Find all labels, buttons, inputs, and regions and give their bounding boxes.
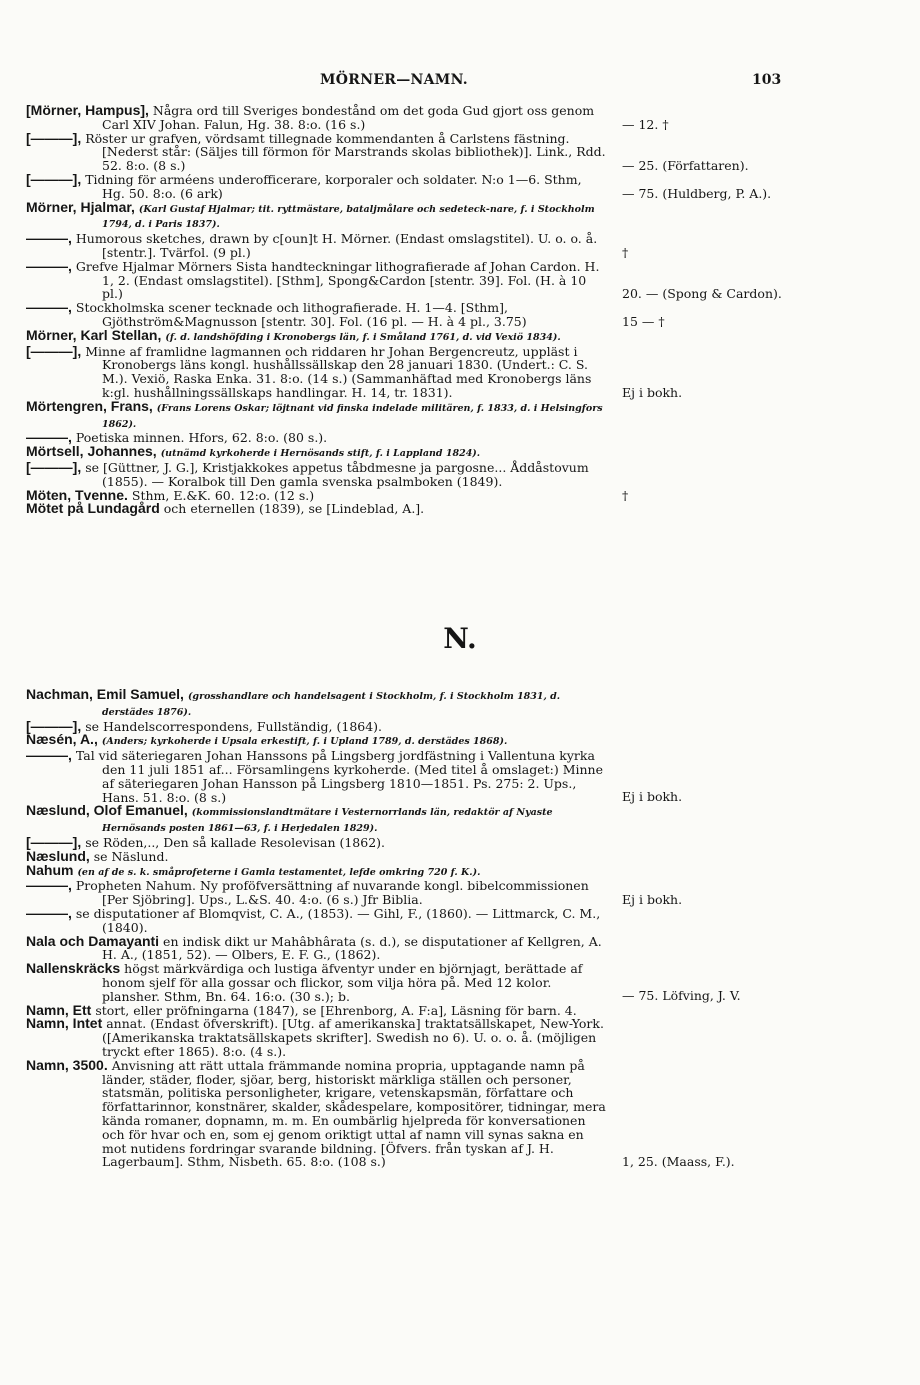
catalog-entry bbox=[26, 877, 683, 908]
entry-text: Tal vid säteriegaren Johan Hanssons på Lingsberg jordfästning i Vallentuna kyrka den 11 juli 1851 af... Församlingens kyrkoherde. (Med titel å omslaget:) Minne af säteriegaren Johan Hansson på Lingsberg 1810—1851. Ps. 275: 2. Ups., Hans. 51. 8:o. (8 s.) bbox=[75, 748, 603, 805]
entry-heading: Mörner, Karl Stellan, bbox=[26, 326, 162, 343]
entry-price-publisher: 1, 25. (Maass, F.). bbox=[622, 1153, 735, 1169]
catalog-entry bbox=[26, 932, 606, 963]
catalog-entry bbox=[26, 717, 606, 734]
entry-text: Sthm, E.&K. 60. 12:o. (12 s.) bbox=[131, 487, 315, 503]
entry-heading: Nallenskräcks bbox=[26, 960, 121, 977]
entry-heading: Nahum bbox=[26, 861, 74, 878]
entry-biography: (Frans Lorens Oskar; löjtnant vid finska indelade militären, f. 1833, d. i Helsingfors 1862). bbox=[102, 402, 603, 430]
entry-biography: (f. d. landshöfding i Kronobergs län, f. i Småland 1761, d. vid Vexiö 1834). bbox=[165, 331, 561, 343]
entry-price-publisher: 15 — † bbox=[622, 314, 665, 330]
catalog-entry bbox=[26, 257, 782, 302]
catalog-entry bbox=[26, 1056, 735, 1170]
catalog-entry bbox=[26, 129, 749, 174]
entry-price-publisher: Ej i bokh. bbox=[622, 384, 683, 400]
entry-heading: [———], bbox=[26, 342, 82, 359]
catalog-entry bbox=[26, 326, 606, 345]
entry-text: annat. (Endast öfverskrift). [Utg. af amerikanska] traktatsällskapet, New-York. ([Amerikanska traktatsällskapets skrifter]. Swedish no 6). U. o. o. å. (möjligen tryckt efter 1865). 8:o. (4 s.). bbox=[102, 1016, 604, 1059]
entry-heading: [———], bbox=[26, 129, 82, 146]
entries-block-n bbox=[26, 686, 741, 1170]
entry-heading: [———], bbox=[26, 458, 82, 475]
entry-heading: Namn, Ett bbox=[26, 1001, 92, 1018]
entry-price-publisher: — 75. (Huldberg, P. A.). bbox=[622, 185, 772, 201]
entry-heading: Nala och Damayanti bbox=[26, 932, 160, 949]
catalog-entry bbox=[26, 502, 606, 516]
catalog-entry bbox=[26, 102, 669, 132]
entry-heading: Namn, Intet bbox=[26, 1015, 103, 1032]
running-title: MÖRNER—NAMN. bbox=[320, 72, 468, 88]
entry-biography: (grosshandlare och handelsagent i Stockholm, f. i Stockholm 1831, d. derstädes 1876). bbox=[102, 691, 561, 718]
entry-text: Röster ur grafven, vördsamt tillegnade kommendanten å Carlstens fästning. [Nederst står: (Säljes till förmon för Marstrands skolas bibliothek)]. Link., Rdd. 52. 8:o. (8 s.) bbox=[85, 130, 606, 174]
entry-price-publisher: — 25. (Författaren). bbox=[622, 157, 749, 173]
entry-heading: Mörtsell, Johannes, bbox=[26, 443, 157, 460]
entry-heading: [———], bbox=[26, 833, 82, 850]
catalog-entry bbox=[26, 299, 665, 330]
entry-heading: ———, bbox=[26, 299, 72, 316]
entry-heading: ———, bbox=[26, 904, 72, 921]
entry-heading: Næslund, Olof Emanuel, bbox=[26, 802, 188, 819]
entry-heading: [Mörner, Hampus], bbox=[26, 102, 149, 118]
section-letter-heading: N. bbox=[443, 622, 477, 655]
entry-text: se Handelscorrespondens, Fullständig, (1864). bbox=[85, 718, 383, 734]
entry-biography: (Anders; kyrkoherde i Upsala erkestift, f. i Upland 1789, d. derstädes 1868). bbox=[101, 736, 508, 748]
entry-text: och eternellen (1839), se [Lindeblad, A.]. bbox=[163, 501, 425, 517]
entry-text: se [Güttner, J. G.], Kristjakkokes appetus tåbdmesne ja pargosne... Åddåstovum (1855). — Koralbok till Den gamla svenska psalmboken (1849). bbox=[85, 459, 589, 489]
catalog-entry bbox=[26, 1017, 606, 1058]
entry-heading: ———, bbox=[26, 257, 72, 274]
entry-biography: (en af de s. k. småprofeterne i Gamla testamentet, lefde omkring 720 f. K.). bbox=[77, 866, 481, 878]
entry-text: Propheten Nahum. Ny proföfversättning af nuvarande kongl. bibelcommissionen [Per Sjöbring]. Ups., L.&S. 40. 4:o. (6 s.) Jfr Biblia. bbox=[75, 878, 589, 908]
catalog-entry bbox=[26, 960, 741, 1004]
entry-heading: ———, bbox=[26, 877, 72, 894]
entry-heading: Mörner, Hjalmar, bbox=[26, 198, 135, 215]
entry-biography: (Karl Gustaf Hjalmar; tit. ryttmästare, bataljmålare och sedeteck-nare, f. i Stockholm 1794, d. i Paris 1837). bbox=[102, 203, 595, 231]
entry-heading: Næslund, bbox=[26, 847, 90, 864]
catalog-entry bbox=[26, 747, 683, 805]
entry-price-publisher: Ej i bokh. bbox=[622, 789, 683, 805]
catalog-entry bbox=[26, 458, 606, 489]
entry-heading: Möten, Tvenne. bbox=[26, 486, 128, 503]
entry-price-publisher: † bbox=[622, 487, 629, 503]
entry-text: stort, eller pröfningarna (1847), se [Ehrenborg, A. F:a], Läsning för barn. 4. bbox=[95, 1002, 577, 1018]
entry-text: Humorous sketches, drawn by c[oun]t H. Mörner. (Endast omslagstitel). U. o. o. å. [stentr.]. Tvärfol. (9 pl.) bbox=[75, 231, 598, 260]
entry-heading: Mörtengren, Frans, bbox=[26, 397, 153, 414]
catalog-entry bbox=[26, 804, 606, 836]
entry-text: högst märkvärdiga och lustiga äfventyr under en björnjagt, berättade af honom sjelf för alla gossar och flickor, som vilja höra på. Med 12 kolor. plansher. Sthm, Bn. 64. 16:o. (30 s.); b. bbox=[102, 961, 583, 1004]
entry-heading: Namn, 3500. bbox=[26, 1056, 108, 1073]
entry-text: Poetiska minnen. Hfors, 62. 8:o. (80 s.). bbox=[75, 430, 328, 446]
entry-heading: [———], bbox=[26, 170, 82, 187]
entry-text: Grefve Hjalmar Mörners Sista handteckningar lithografierade af Johan Cardon. H. 1, 2. (Endast omslagstitel). [Sthm], Spong&Cardon [stentr. 39]. Fol. (H. à 10 pl.) bbox=[75, 258, 600, 302]
catalog-entry bbox=[26, 397, 606, 432]
catalog-entry bbox=[26, 847, 606, 864]
entries-block-morner bbox=[26, 102, 782, 517]
catalog-entry bbox=[26, 445, 606, 461]
catalog-entry bbox=[26, 688, 606, 720]
catalog-entry bbox=[26, 733, 606, 749]
page-number: 103 bbox=[752, 72, 782, 88]
entry-price-publisher: — 75. Löfving, J. V. bbox=[622, 988, 741, 1004]
entry-price-publisher: Ej i bokh. bbox=[622, 892, 683, 908]
entry-text: en indisk dikt ur Mahâbhârata (s. d.), se disputationer af Kellgren, A. H. A., (1851, 52). — Olbers, E. F. G., (1862). bbox=[102, 933, 602, 963]
entry-text: Anvisning att rätt uttala främmande nomina propria, upptagande namn på länder, städer, floder, sjöar, berg, historiskt märkliga ställen och personer, statsmän, politiska personligheter, krigare, vetenskapsmän, författare och författarinnor, konstnärer, skalder, skådespelare, kompositörer, tidningar, mera kända romaner, dopnamn, m. m. En oumbärlig hjelpreda för konversationen och för hvar och en, som ej genom oriktigt uttal af namn vill synas sakna en mot nutidens fordringar svarande bildning. [Öfvers. från tyskan af J. H. Lagerbaum]. Sthm, Nisbeth. 65. 8:o. (108 s.) bbox=[102, 1057, 606, 1170]
entry-biography: (kommissionslandtmätare i Vesternorrlands län, redaktör af Nyaste Hernösands posten 1861—63, f. i Herjedalen 1829). bbox=[102, 807, 553, 835]
catalog-entry bbox=[26, 904, 606, 935]
catalog-entry bbox=[26, 198, 606, 233]
entry-heading: ———, bbox=[26, 747, 72, 764]
entry-heading: ———, bbox=[26, 230, 72, 247]
entry-heading: Nachman, Emil Samuel, bbox=[26, 686, 184, 702]
entry-text: se Näslund. bbox=[93, 848, 169, 864]
entry-heading: ———, bbox=[26, 429, 72, 446]
page-header bbox=[0, 74, 920, 94]
entry-biography: (utnämd kyrkoherde i Hernösands stift, f. i Lappland 1824). bbox=[160, 448, 481, 460]
entry-text: se disputationer af Blomqvist, C. A., (1853). — Gihl, F., (1860). — Littmarck, C. M., (1840). bbox=[75, 905, 601, 935]
entry-price-publisher: 20. — (Spong & Cardon). bbox=[622, 285, 782, 301]
entry-price-publisher: † bbox=[622, 245, 629, 261]
entry-text: se Röden,.., Den så kallade Resolevisan (1862). bbox=[85, 834, 386, 850]
entry-price-publisher: — 12. † bbox=[622, 117, 669, 132]
entry-text: Stockholmska scener tecknade och lithografierade. H. 1—4. [Sthm], Gjöthström&Magnusson [stentr. 30]. Fol. (16 pl. — H. à 4 pl., 3.75) bbox=[75, 300, 527, 329]
entry-text: Minne af framlidne lagmannen och riddaren hr Johan Bergencreutz, uppläst i Kronobergs läns kongl. hushållssällskap den 28 januari 1830. (Undert.: C. S. M.). Vexiö, Raska Enka. 31. 8:o. (14 s.) (Sammanhäftad med Kronobergs läns k:gl. hushållningssällskaps handlingar. H. 14, tr. 1831). bbox=[85, 343, 592, 400]
entry-heading: Mötet på Lundagård bbox=[26, 500, 160, 517]
entry-text: Några ord till Sveriges bondestånd om det goda Gud gjort oss genom Carl XIV Johan. Falun, Hg. 38. 8:o. (16 s.) bbox=[102, 103, 595, 132]
catalog-entry bbox=[26, 342, 683, 400]
catalog-entry bbox=[26, 230, 629, 261]
catalog-entry bbox=[26, 833, 606, 850]
catalog-entry bbox=[26, 861, 606, 880]
entry-heading: [———], bbox=[26, 717, 82, 734]
entry-heading: Næsén, A., bbox=[26, 731, 98, 748]
catalog-entry bbox=[26, 170, 772, 201]
entry-text: Tidning för arméens underofficerare, korporaler och soldater. N:o 1—6. Sthm, Hg. 50. 8:o. (6 ark) bbox=[85, 171, 582, 201]
